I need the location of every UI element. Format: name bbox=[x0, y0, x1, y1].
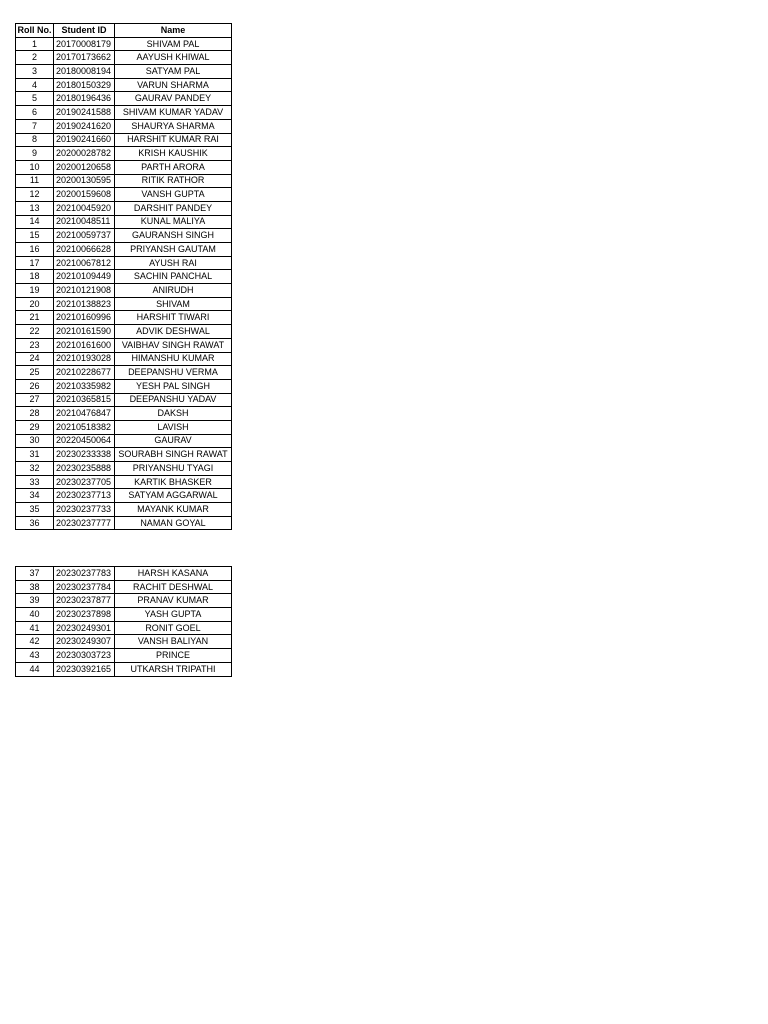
student-id-cell: 20200120658 bbox=[54, 160, 115, 174]
roll-no-cell: 41 bbox=[16, 621, 54, 635]
student-name-cell: RONIT GOEL bbox=[115, 621, 232, 635]
student-id-cell: 20200159608 bbox=[54, 188, 115, 202]
student-id-cell: 20230249301 bbox=[54, 621, 115, 635]
table-body-main bbox=[16, 37, 232, 530]
student-id-cell: 20210067812 bbox=[54, 256, 115, 270]
table-row bbox=[16, 434, 232, 448]
student-table-continued bbox=[15, 566, 232, 677]
roll-no-cell: 8 bbox=[16, 133, 54, 147]
table-row bbox=[16, 297, 232, 311]
roll-no-cell: 24 bbox=[16, 352, 54, 366]
student-name-cell: DEEPANSHU VERMA bbox=[115, 366, 232, 380]
table-row bbox=[16, 393, 232, 407]
student-name-cell: UTKARSH TRIPATHI bbox=[115, 662, 232, 676]
roll-no-cell: 6 bbox=[16, 106, 54, 120]
table-row bbox=[16, 160, 232, 174]
roll-no-cell: 25 bbox=[16, 366, 54, 380]
roll-no-cell: 34 bbox=[16, 489, 54, 503]
roll-no-cell: 11 bbox=[16, 174, 54, 188]
student-name-cell: SHIVAM PAL bbox=[115, 37, 232, 51]
table-row bbox=[16, 352, 232, 366]
table-row bbox=[16, 106, 232, 120]
student-name-cell: HARSH KASANA bbox=[115, 567, 232, 581]
student-id-cell: 20200028782 bbox=[54, 147, 115, 161]
student-name-cell: VAIBHAV SINGH RAWAT bbox=[115, 338, 232, 352]
student-name-cell: DEEPANSHU YADAV bbox=[115, 393, 232, 407]
roll-no-cell: 44 bbox=[16, 662, 54, 676]
roll-no-cell: 37 bbox=[16, 567, 54, 581]
student-name-cell: PRINCE bbox=[115, 649, 232, 663]
table-row bbox=[16, 516, 232, 530]
table-row bbox=[16, 78, 232, 92]
student-name-cell: KRISH KAUSHIK bbox=[115, 147, 232, 161]
roll-no-cell: 14 bbox=[16, 215, 54, 229]
student-name-cell: LAVISH bbox=[115, 420, 232, 434]
student-id-cell: 20230237733 bbox=[54, 503, 115, 517]
roll-no-cell: 21 bbox=[16, 311, 54, 325]
student-id-cell: 20180150329 bbox=[54, 78, 115, 92]
student-name-cell: AAYUSH KHIWAL bbox=[115, 51, 232, 65]
table-row bbox=[16, 37, 232, 51]
student-name-cell: MAYANK KUMAR bbox=[115, 503, 232, 517]
student-id-cell: 20210228677 bbox=[54, 366, 115, 380]
student-id-cell: 20170173662 bbox=[54, 51, 115, 65]
roll-no-cell: 23 bbox=[16, 338, 54, 352]
student-name-cell: VARUN SHARMA bbox=[115, 78, 232, 92]
student-name-cell: RITIK RATHOR bbox=[115, 174, 232, 188]
student-id-cell: 20230233338 bbox=[54, 448, 115, 462]
table-row bbox=[16, 489, 232, 503]
header-roll-no: Roll No. bbox=[16, 24, 54, 38]
roll-no-cell: 42 bbox=[16, 635, 54, 649]
roll-no-cell: 38 bbox=[16, 580, 54, 594]
student-id-cell: 20230237784 bbox=[54, 580, 115, 594]
student-id-cell: 20180008194 bbox=[54, 65, 115, 79]
student-name-cell: SOURABH SINGH RAWAT bbox=[115, 448, 232, 462]
student-id-cell: 20210476847 bbox=[54, 407, 115, 421]
table-row bbox=[16, 379, 232, 393]
table-row bbox=[16, 311, 232, 325]
student-name-cell: DAKSH bbox=[115, 407, 232, 421]
student-id-cell: 20230237777 bbox=[54, 516, 115, 530]
roll-no-cell: 28 bbox=[16, 407, 54, 421]
roll-no-cell: 12 bbox=[16, 188, 54, 202]
table-row bbox=[16, 201, 232, 215]
student-name-cell: SHIVAM KUMAR YADAV bbox=[115, 106, 232, 120]
student-name-cell: NAMAN GOYAL bbox=[115, 516, 232, 530]
table-row bbox=[16, 649, 232, 663]
table-row bbox=[16, 51, 232, 65]
student-name-cell: PARTH ARORA bbox=[115, 160, 232, 174]
student-name-cell: SHAURYA SHARMA bbox=[115, 119, 232, 133]
roll-no-cell: 33 bbox=[16, 475, 54, 489]
table-row bbox=[16, 594, 232, 608]
roll-no-cell: 9 bbox=[16, 147, 54, 161]
table-row bbox=[16, 448, 232, 462]
student-name-cell: SATYAM AGGARWAL bbox=[115, 489, 232, 503]
student-name-cell: RACHIT DESHWAL bbox=[115, 580, 232, 594]
header-row bbox=[16, 24, 232, 38]
roll-no-cell: 20 bbox=[16, 297, 54, 311]
table-row bbox=[16, 462, 232, 476]
student-name-cell: AYUSH RAI bbox=[115, 256, 232, 270]
roll-no-cell: 22 bbox=[16, 325, 54, 339]
student-id-cell: 20230237713 bbox=[54, 489, 115, 503]
student-id-cell: 20210518382 bbox=[54, 420, 115, 434]
roll-no-cell: 35 bbox=[16, 503, 54, 517]
student-id-cell: 20210193028 bbox=[54, 352, 115, 366]
student-id-cell: 20190241588 bbox=[54, 106, 115, 120]
table-row bbox=[16, 284, 232, 298]
header-student-id: Student ID bbox=[54, 24, 115, 38]
student-id-cell: 20210048511 bbox=[54, 215, 115, 229]
roll-no-cell: 4 bbox=[16, 78, 54, 92]
roll-no-cell: 7 bbox=[16, 119, 54, 133]
table-row bbox=[16, 243, 232, 257]
student-name-cell: YASH GUPTA bbox=[115, 608, 232, 622]
student-name-cell: GAURANSH SINGH bbox=[115, 229, 232, 243]
student-name-cell: SHIVAM bbox=[115, 297, 232, 311]
student-name-cell: KUNAL MALIYA bbox=[115, 215, 232, 229]
student-id-cell: 20230237877 bbox=[54, 594, 115, 608]
table-body-continued bbox=[16, 567, 232, 677]
student-id-cell: 20210335982 bbox=[54, 379, 115, 393]
student-name-cell: PRIYANSH GAUTAM bbox=[115, 243, 232, 257]
table-row bbox=[16, 133, 232, 147]
student-name-cell: PRANAV KUMAR bbox=[115, 594, 232, 608]
student-id-cell: 20210109449 bbox=[54, 270, 115, 284]
roll-no-cell: 29 bbox=[16, 420, 54, 434]
table-row bbox=[16, 366, 232, 380]
student-name-cell: GAURAV bbox=[115, 434, 232, 448]
student-name-cell: GAURAV PANDEY bbox=[115, 92, 232, 106]
student-id-cell: 20210059737 bbox=[54, 229, 115, 243]
student-id-cell: 20230392165 bbox=[54, 662, 115, 676]
student-id-cell: 20230237705 bbox=[54, 475, 115, 489]
student-name-cell: ADVIK DESHWAL bbox=[115, 325, 232, 339]
table-row bbox=[16, 270, 232, 284]
student-id-cell: 20210121908 bbox=[54, 284, 115, 298]
student-id-cell: 20210138823 bbox=[54, 297, 115, 311]
student-id-cell: 20190241620 bbox=[54, 119, 115, 133]
table-row bbox=[16, 503, 232, 517]
table-row bbox=[16, 475, 232, 489]
roll-no-cell: 15 bbox=[16, 229, 54, 243]
table-row bbox=[16, 567, 232, 581]
table-row bbox=[16, 325, 232, 339]
table-row bbox=[16, 621, 232, 635]
student-name-cell: PRIYANSHU TYAGI bbox=[115, 462, 232, 476]
roll-no-cell: 18 bbox=[16, 270, 54, 284]
table-row bbox=[16, 580, 232, 594]
roll-no-cell: 3 bbox=[16, 65, 54, 79]
student-id-cell: 20170008179 bbox=[54, 37, 115, 51]
student-id-cell: 20230303723 bbox=[54, 649, 115, 663]
roll-no-cell: 32 bbox=[16, 462, 54, 476]
table-row bbox=[16, 420, 232, 434]
student-id-cell: 20210045920 bbox=[54, 201, 115, 215]
roll-no-cell: 36 bbox=[16, 516, 54, 530]
table-row bbox=[16, 174, 232, 188]
student-id-cell: 20210160996 bbox=[54, 311, 115, 325]
roll-no-cell: 43 bbox=[16, 649, 54, 663]
student-id-cell: 20230249307 bbox=[54, 635, 115, 649]
student-id-cell: 20210161600 bbox=[54, 338, 115, 352]
roll-no-cell: 10 bbox=[16, 160, 54, 174]
student-id-cell: 20210365815 bbox=[54, 393, 115, 407]
roll-no-cell: 5 bbox=[16, 92, 54, 106]
roll-no-cell: 2 bbox=[16, 51, 54, 65]
table-row bbox=[16, 229, 232, 243]
table-row bbox=[16, 147, 232, 161]
student-name-cell: ANIRUDH bbox=[115, 284, 232, 298]
student-id-cell: 20220450064 bbox=[54, 434, 115, 448]
roll-no-cell: 26 bbox=[16, 379, 54, 393]
student-name-cell: HARSHIT TIWARI bbox=[115, 311, 232, 325]
table-row bbox=[16, 608, 232, 622]
student-name-cell: YESH PAL SINGH bbox=[115, 379, 232, 393]
student-name-cell: HIMANSHU KUMAR bbox=[115, 352, 232, 366]
table-row bbox=[16, 92, 232, 106]
student-id-cell: 20230235888 bbox=[54, 462, 115, 476]
roll-no-cell: 40 bbox=[16, 608, 54, 622]
student-name-cell: KARTIK BHASKER bbox=[115, 475, 232, 489]
student-id-cell: 20190241660 bbox=[54, 133, 115, 147]
student-name-cell: DARSHIT PANDEY bbox=[115, 201, 232, 215]
roll-no-cell: 39 bbox=[16, 594, 54, 608]
roll-no-cell: 31 bbox=[16, 448, 54, 462]
table-row bbox=[16, 188, 232, 202]
roll-no-cell: 30 bbox=[16, 434, 54, 448]
roll-no-cell: 16 bbox=[16, 243, 54, 257]
student-name-cell: VANSH BALIYAN bbox=[115, 635, 232, 649]
table-row bbox=[16, 215, 232, 229]
roll-no-cell: 27 bbox=[16, 393, 54, 407]
table-row bbox=[16, 256, 232, 270]
student-id-cell: 20210066628 bbox=[54, 243, 115, 257]
table-row bbox=[16, 119, 232, 133]
student-id-cell: 20230237898 bbox=[54, 608, 115, 622]
table-row bbox=[16, 662, 232, 676]
header-name: Name bbox=[115, 24, 232, 38]
student-id-cell: 20210161590 bbox=[54, 325, 115, 339]
table-row bbox=[16, 635, 232, 649]
student-name-cell: HARSHIT KUMAR RAI bbox=[115, 133, 232, 147]
table-row bbox=[16, 65, 232, 79]
table-row bbox=[16, 338, 232, 352]
roll-no-cell: 17 bbox=[16, 256, 54, 270]
student-id-cell: 20180196436 bbox=[54, 92, 115, 106]
roll-no-cell: 1 bbox=[16, 37, 54, 51]
student-name-cell: VANSH GUPTA bbox=[115, 188, 232, 202]
student-id-cell: 20230237783 bbox=[54, 567, 115, 581]
roll-no-cell: 13 bbox=[16, 201, 54, 215]
roll-no-cell: 19 bbox=[16, 284, 54, 298]
student-table-main bbox=[15, 23, 232, 530]
student-id-cell: 20200130595 bbox=[54, 174, 115, 188]
student-name-cell: SATYAM PAL bbox=[115, 65, 232, 79]
student-name-cell: SACHIN PANCHAL bbox=[115, 270, 232, 284]
table-row bbox=[16, 407, 232, 421]
